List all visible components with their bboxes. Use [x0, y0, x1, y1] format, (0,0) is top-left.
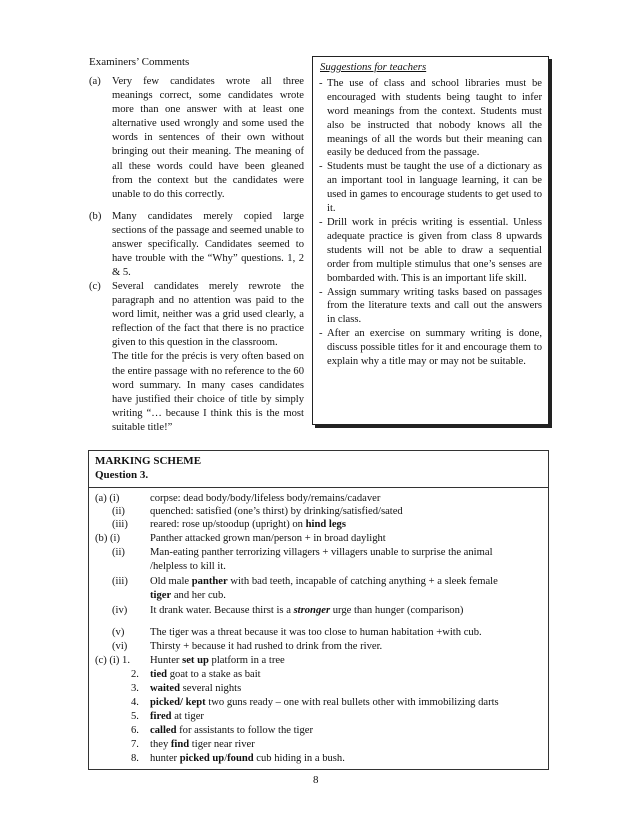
marking-answer: tied goat to a stake as bait	[150, 669, 261, 680]
marking-answer: called for assistants to follow the tiger	[150, 725, 314, 736]
marking-label: (vi)	[112, 641, 128, 652]
comment-label: (b)	[89, 211, 102, 222]
marking-answer: /helpless to kill it.	[150, 561, 226, 572]
suggestion-text: Drill work in précis writing is essential. Unless adequate practice is given from class 8 upwards students will not be able to draw a sequential order from multiple stimulus that one’s senses are bombarded with. This is an important life skill.	[327, 216, 542, 284]
examiner-comment-a	[89, 75, 304, 202]
comment-text: The title for the précis is very often based on the entire passage with no reference to the 60 word summary. In many cases candidates have justified their choice of title by simply writing “… because I think this is the most suitable title!”	[112, 351, 304, 433]
suggestions-box	[312, 56, 549, 425]
marking-answer: hunter picked up/found cub hiding in a bush.	[150, 753, 345, 764]
suggestion-item: - After an exercise on summary writing is done, discuss possible titles for it and encourage them to explain why a title may or may not be suitable.	[319, 328, 542, 368]
marking-label: (a) (i)	[95, 493, 120, 504]
suggestion-item: - Students must be taught the use of a dictionary as an important tool in language learning, it can be used in games to encourage students to get used to it.	[319, 161, 542, 215]
comment-label: (c)	[89, 281, 101, 292]
marking-label: (ii)	[112, 506, 125, 517]
suggestions-title: Suggestions for teachers	[320, 61, 427, 73]
marking-answer: The tiger was a threat because it was too close to human habitation +with cub.	[150, 627, 482, 638]
suggestion-text: The use of class and school libraries must be encouraged with students being taught to infer word meanings from the context. Students must also be instructed that nobody knows all the meanings of all the words but their meaning can easily be deduced from the passage.	[327, 77, 542, 159]
marking-label: (b) (i)	[95, 533, 120, 544]
suggestion-item: - The use of class and school libraries must be encouraged with students being taught to infer word meanings from the context. Students must also be instructed that nobody knows all the meanings of all the words but their meaning can easily be deduced from the passage.	[319, 77, 542, 159]
marking-answer: Man-eating panther terrorizing villagers + villagers unable to surprise the animal	[150, 547, 493, 558]
marking-scheme-header	[89, 451, 548, 488]
marking-label: 2.	[131, 669, 139, 680]
marking-label: 3.	[131, 683, 139, 694]
suggestion-text: After an exercise on summary writing is done, discuss possible titles for it and encourage them to explain why a title may or may not be suitable.	[327, 328, 542, 368]
marking-answer: Old male panther with bad teeth, incapable of catching anything + a sleek female	[150, 576, 498, 587]
page-number: 8	[313, 774, 319, 786]
marking-label: 7.	[131, 739, 139, 750]
marking-label: 8.	[131, 753, 139, 764]
marking-answer: It drank water. Because thirst is a stronger urge than hunger (comparison)	[150, 605, 464, 616]
marking-answer: waited several nights	[150, 683, 242, 694]
suggestion-text: Students must be taught the use of a dictionary as an important tool in language learning, it can be used in games to encourage students to get used to it.	[327, 161, 542, 215]
marking-answer: quenched: satisfied (one’s thirst) by drinking/satisfied/sated	[150, 506, 403, 517]
marking-label: 5.	[131, 711, 139, 722]
marking-answer: Panther attacked grown man/person + in broad daylight	[150, 533, 386, 544]
marking-answer: they find tiger near river	[150, 739, 255, 750]
marking-answer: reared: rose up/stoodup (upright) on hind legs	[150, 519, 346, 530]
marking-label: (iv)	[112, 605, 128, 616]
marking-label: (ii)	[112, 547, 125, 558]
suggestion-item: - Assign summary writing tasks based on passages from the literature texts and call out the answers in class.	[319, 286, 542, 326]
examiners-comments-heading: Examiners’ Comments	[89, 56, 190, 68]
marking-label: 4.	[131, 697, 139, 708]
comment-text: Several candidates merely rewrote the paragraph and no attention was paid to the word limit, neither was a grid used clearly, a reflection of the fact that there is no practice given to this question in the classroom.	[112, 281, 304, 349]
comment-text: Many candidates merely copied large sections of the passage and seemed unable to answer specifically. Candidates seemed to have trouble with the “Why” questions. 1, 2 & 5.	[112, 211, 304, 279]
marking-answer: corpse: dead body/body/lifeless body/remains/cadaver	[150, 493, 381, 504]
examiner-comment-b	[89, 210, 304, 280]
examiner-comment-c	[89, 280, 304, 435]
marking-label: (iii)	[112, 576, 128, 587]
marking-answer: Thirsty + because it had rushed to drink from the river.	[150, 641, 383, 652]
marking-label: (c) (i) 1.	[95, 655, 130, 666]
suggestion-item: - Drill work in précis writing is essential. Unless adequate practice is given from class 8 upwards students will not be able to draw a sequential order from multiple stimulus that one’s senses are bombarded with. This is an important life skill.	[319, 216, 542, 284]
marking-scheme-title: MARKING SCHEME	[95, 455, 202, 467]
comment-label: (a)	[89, 76, 101, 87]
marking-label: (v)	[112, 627, 125, 638]
comment-text: Very few candidates wrote all three meanings correct, some candidates wrote more than one answer with at least one alternative used wrongly and some used the words in sentences of their own without bringing out their meaning. The meaning of all these words could have been gleaned from the context but the candidates were unable to do this correctly.	[112, 76, 304, 200]
question-number: Question 3.	[95, 469, 149, 481]
marking-label: (iii)	[112, 519, 128, 530]
marking-scheme-table	[88, 450, 549, 770]
suggestion-text: Assign summary writing tasks based on passages from the literature texts and call out the answers in class.	[327, 286, 542, 326]
marking-answer: tiger and her cub.	[150, 590, 226, 601]
marking-label: 6.	[131, 725, 139, 736]
marking-answer: picked/ kept two guns ready – one with real bullets other with immobilizing darts	[150, 697, 499, 708]
marking-answer: fired at tiger	[150, 711, 204, 722]
marking-answer: Hunter set up platform in a tree	[150, 655, 285, 666]
